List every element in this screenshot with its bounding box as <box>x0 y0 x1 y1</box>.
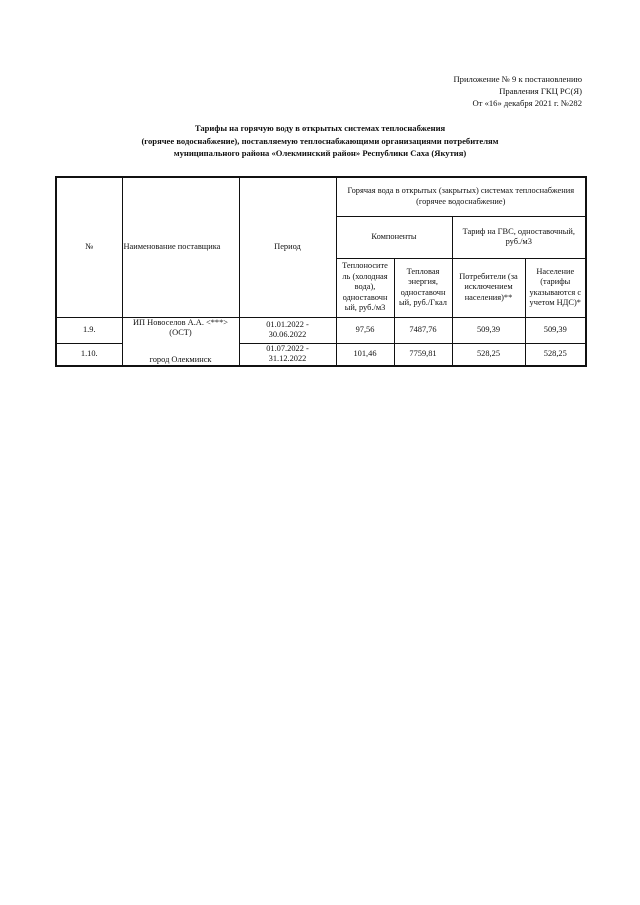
row-number: 1.9. <box>56 317 122 343</box>
supplier-name: ИП Новоселов А.А. <***> <box>132 317 229 327</box>
supplier-cell <box>122 317 239 366</box>
annex-line-2: Правления ГКЦ РС(Я) <box>499 86 582 96</box>
title-line-3: муниципального района «Олекминский район» Республики Саха (Якутия) <box>173 148 467 158</box>
header-population: Население (тарифы указываются с учетом НДС)* <box>525 258 586 317</box>
supplier-location: город Олекминск <box>149 354 212 364</box>
header-number: № <box>56 177 122 317</box>
title-line-1: Тарифы на горячую воду в открытых системах теплоснабжения <box>194 123 446 133</box>
annex-header <box>453 73 582 109</box>
header-heat-energy: Тепловая энергия, одноставочн ый, руб./Гкал <box>394 258 452 317</box>
header-hot-water-group: Горячая вода в открытых (закрытых) системах теплоснабжения (горячее водоснабжение) <box>336 177 586 216</box>
population-value: 509,39 <box>525 317 586 343</box>
coolant-value: 101,46 <box>336 343 394 366</box>
supplier-type: (ОСТ) <box>169 328 192 337</box>
row-number: 1.10. <box>56 343 122 366</box>
table-row <box>56 317 586 343</box>
header-tariff: Тариф на ГВС, одноставочный, руб./м3 <box>452 216 586 258</box>
period-from: 01.07.2022 - <box>266 343 309 353</box>
annex-line-3: От «16» декабря 2021 г. №282 <box>472 98 582 108</box>
consumers-value: 509,39 <box>452 317 525 343</box>
header-period: Период <box>239 177 336 317</box>
header-coolant: Теплоносите ль (холодная вода), одноставочн ый, руб./м3 <box>336 258 394 317</box>
period-cell <box>239 317 336 343</box>
period-to: 30.06.2022 <box>268 330 307 340</box>
tariff-table <box>55 176 587 367</box>
title-line-2: (горячее водоснабжение), поставляемую теплоснабжающими организациями потребителям <box>141 135 499 146</box>
consumers-value: 528,25 <box>452 343 525 366</box>
period-to: 31.12.2022 <box>268 354 307 364</box>
period-cell <box>239 343 336 366</box>
coolant-value: 97,56 <box>336 317 394 343</box>
header-supplier: Наименование поставщика <box>122 177 239 317</box>
heat-value: 7759,81 <box>394 343 452 366</box>
population-value: 528,25 <box>525 343 586 366</box>
heat-value: 7487,76 <box>394 317 452 343</box>
annex-line-1: Приложение № 9 к постановлению <box>453 74 582 84</box>
header-consumers: Потребители (за исключением населения)** <box>452 258 525 317</box>
period-from: 01.01.2022 - <box>266 319 309 329</box>
document-title <box>55 122 585 160</box>
header-components: Компоненты <box>336 216 452 258</box>
